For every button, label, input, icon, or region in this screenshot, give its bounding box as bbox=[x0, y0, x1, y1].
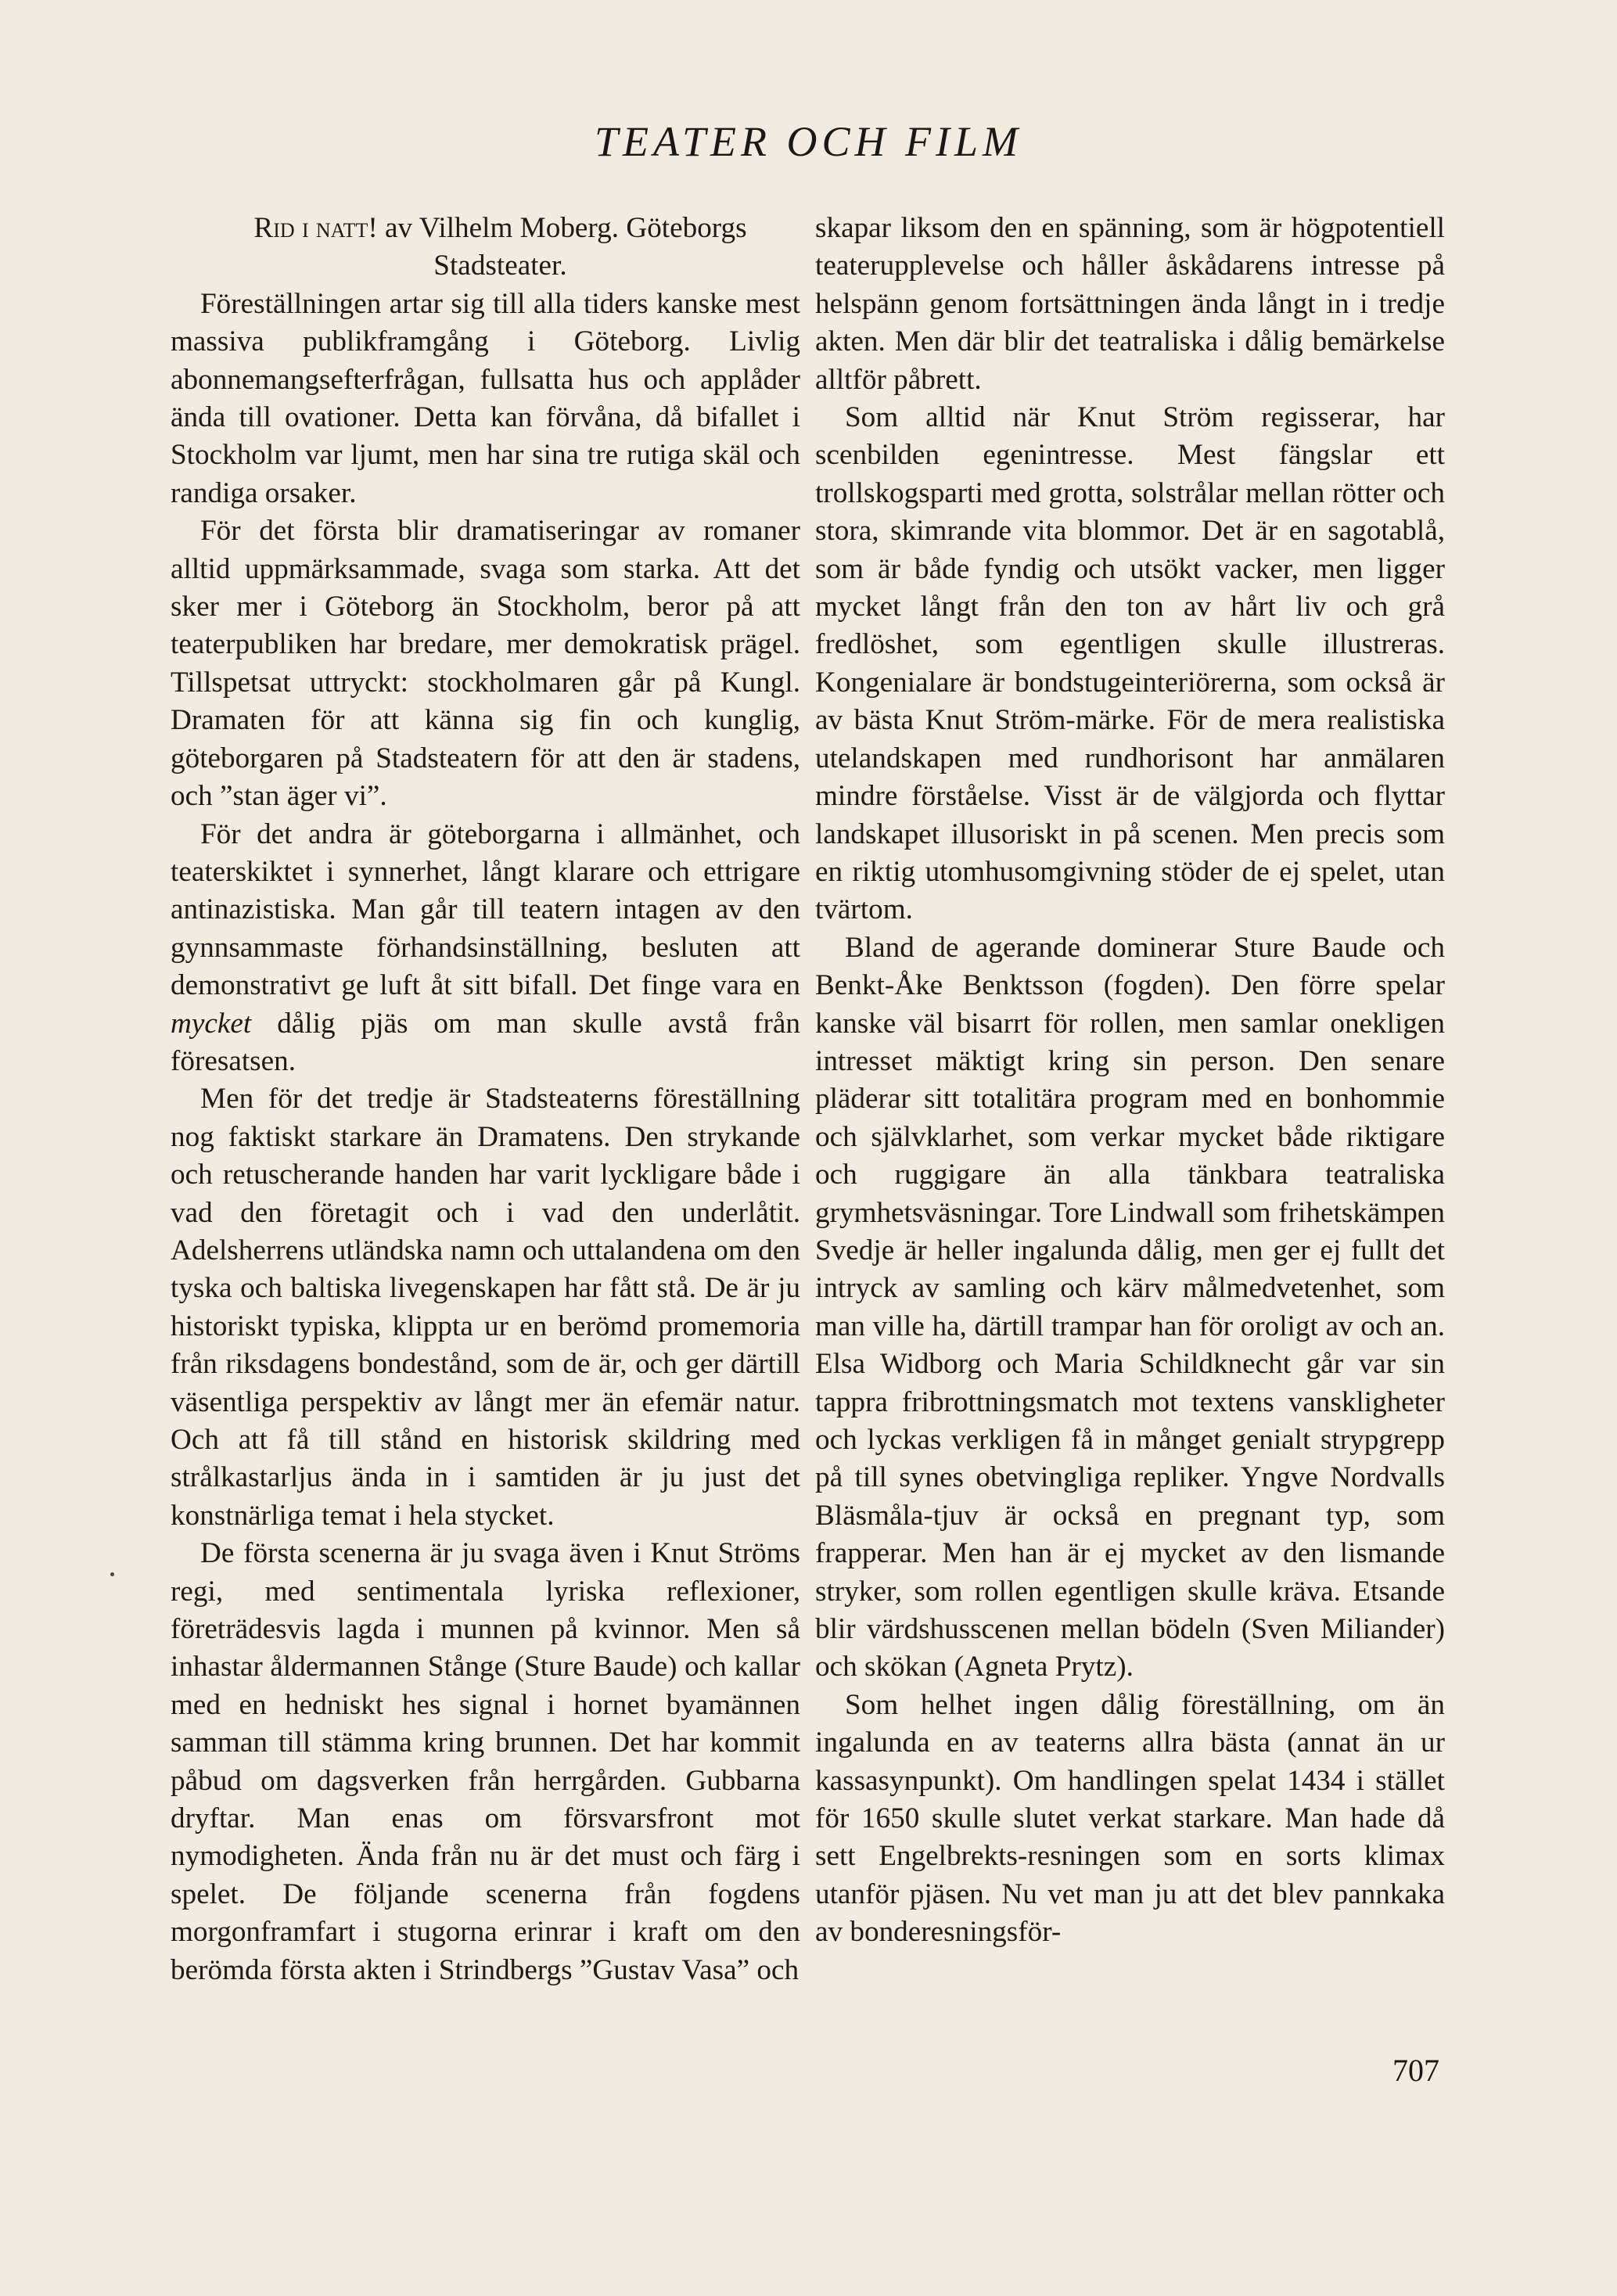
emphasized-word: mycket bbox=[171, 1007, 252, 1040]
paragraph: Men för det tredje är Stadsteaterns föreställning nog faktiskt starkare än Dramatens. Den strykande och retuscherande handen har varit lyckligare både i vad den företagit och i vad den underlåtit. Adelsherrens utländska namn och uttalandena om den tyska och baltiska livegenskapen har fått stå. De är ju historiskt typiska, klippta ur en berömd promemoria från riksdagens bondestånd, som de är, och ger därtill väsentliga perspektiv av långt mer än efemär natur. Och att få till stånd en historisk skildring med strålkastarljus ända in i samtiden är ju just det konstnärliga temat i hela stycket. bbox=[171, 1083, 800, 1532]
left-column bbox=[171, 210, 800, 1989]
paragraph: De första scenerna är ju svaga även i Knut Ströms regi, med sentimentala lyriska reflexioner, företrädesvis lagda i munnen på kvinnor. Men så inhastar åldermannen Stånge (Sture Baude) och kallar med en hedniskt hes signal i hornet byamännen samman till stämma kring brunnen. Det har kommit påbud om dagsverken från herrgården. Gubbarna dryftar. Man enas om försvarsfront mot nymodigheten. Ända från nu är det must och färg i spelet. De följande scenerna från fogdens morgonframfart i stugorna erinrar i kraft om den berömda första akten i Strindbergs ”Gustav Vasa” och bbox=[171, 1537, 800, 1986]
right-column bbox=[815, 210, 1445, 1952]
review-heading bbox=[171, 210, 800, 247]
paragraph bbox=[171, 816, 800, 1081]
paragraph: Bland de agerande dominerar Sture Baude och Benkt-Åke Benktsson (fogden). Den förre spelar kanske väl bisarrt för rollen, men samlar onekligen intresset mäktigt kring sin person. Den senare pläderar sitt totalitära program med en bonhommie och självklarhet, som verkar mycket både riktigare och ruggigare än alla tänkbara teatraliska grymhetsväsningar. Tore Lindwall som frihetskämpen Svedje är heller ingalunda dålig, men ger ej fullt det intryck av samling och kärv målmedvetenhet, som man ville ha, därtill trampar han för oroligt av och an. Elsa Widborg och Maria Schildknecht går var sin tappra fribrottningsmatch mot textens vanskligheter och lyckas verkligen få in månget genialt strypgrepp på till synes obetvingliga repliker. Yngve Nordvalls Bläsmåla-tjuv är också en pregnant typ, som frapperar. Men han är ej mycket av den lismande stryker, som rollen egentligen skulle kräva. Etsande blir värdshusscenen mellan bödeln (Sven Miliander) och skökan (Agneta Prytz). bbox=[815, 931, 1445, 1683]
paragraph: skapar liksom den en spänning, som är högpotentiell teaterupplevelse och håller åskådarens intresse på helspänn genom fortsättningen ända långt in i tredje akten. Men där blir det teatraliska i dålig bemärkelse alltför påbrett. bbox=[815, 212, 1445, 396]
print-speck bbox=[110, 1572, 114, 1576]
paragraph: Som helhet ingen dålig föreställning, om än ingalunda en av teaterns allra bästa (annat än ur kassasynpunkt). Om handlingen spelat 1434 i stället för 1650 skulle slutet verkat starkare. Man hade då sett Engelbrekts-resningen som en sorts klimax utanför pjäsen. Nu vet man ju att det blev pannkaka av bonderesningsför- bbox=[815, 1688, 1445, 1949]
paragraph: Föreställningen artar sig till alla tiders kanske mest massiva publikframgång i Göteborg. Livlig abonnemangsefterfrågan, fullsatta hus och applåder ända till ovationer. Detta kan förvåna, då bifallet i Stockholm var ljumt, men har sina tre rutiga skäl och randiga orsaker. bbox=[171, 287, 800, 509]
running-header: TEATER OCH FILM bbox=[595, 118, 1022, 165]
paragraph-text: dålig pjäs om man skulle avstå från föresatsen. bbox=[171, 1007, 800, 1077]
page-number: 707 bbox=[1392, 2053, 1439, 2088]
play-author: av Vilhelm Moberg. Göteborgs bbox=[377, 212, 747, 244]
paragraph: För det första blir dramatiseringar av romaner alltid uppmärksammade, svaga som starka. Att det sker mer i Göteborg än Stockholm, beror på att teaterpubliken har bredare, mer demokratisk prägel. Tillspetsat uttryckt: stockholmaren går på Kungl. Dramaten för att känna sig fin och kunglig, göteborgaren på Stadsteatern för att den är stadens, och ”stan äger vi”. bbox=[171, 515, 800, 813]
play-title: Rid i natt! bbox=[253, 212, 378, 244]
theatre-name: Stadsteater. bbox=[433, 250, 567, 282]
paragraph-text: För det andra är göteborgarna i allmänhet, och teaterskiktet i synnerhet, långt klarare och ettrigare antinazistiska. Man går till teatern intagen av den gynnsammaste förhandsinställning, besluten att demonstrativt ge luft åt sitt bifall. Det finge vara en bbox=[171, 817, 800, 1002]
paragraph: Som alltid när Knut Ström regisserar, har scenbilden egenintresse. Mest fängslar ett trollskogsparti med grotta, solstrålar mellan rötter och stora, skimrande vita blommor. Det är en sagotablå, som är både fyndig och utsökt vacker, men ligger mycket långt från den ton av hårt liv och grå fredlöshet, som egentligen skulle illustreras. Kongenialare är bondstugeinteriörerna, som också är av bästa Knut Ström-märke. För de mera realistiska utelandskapen med rundhorisont har anmälaren mindre förståelse. Visst är de välgjorda och flyttar landskapet illusoriskt in på scenen. Men precis som en riktig utomhusomgivning stöder de ej spelet, utan tvärtom. bbox=[815, 401, 1445, 926]
